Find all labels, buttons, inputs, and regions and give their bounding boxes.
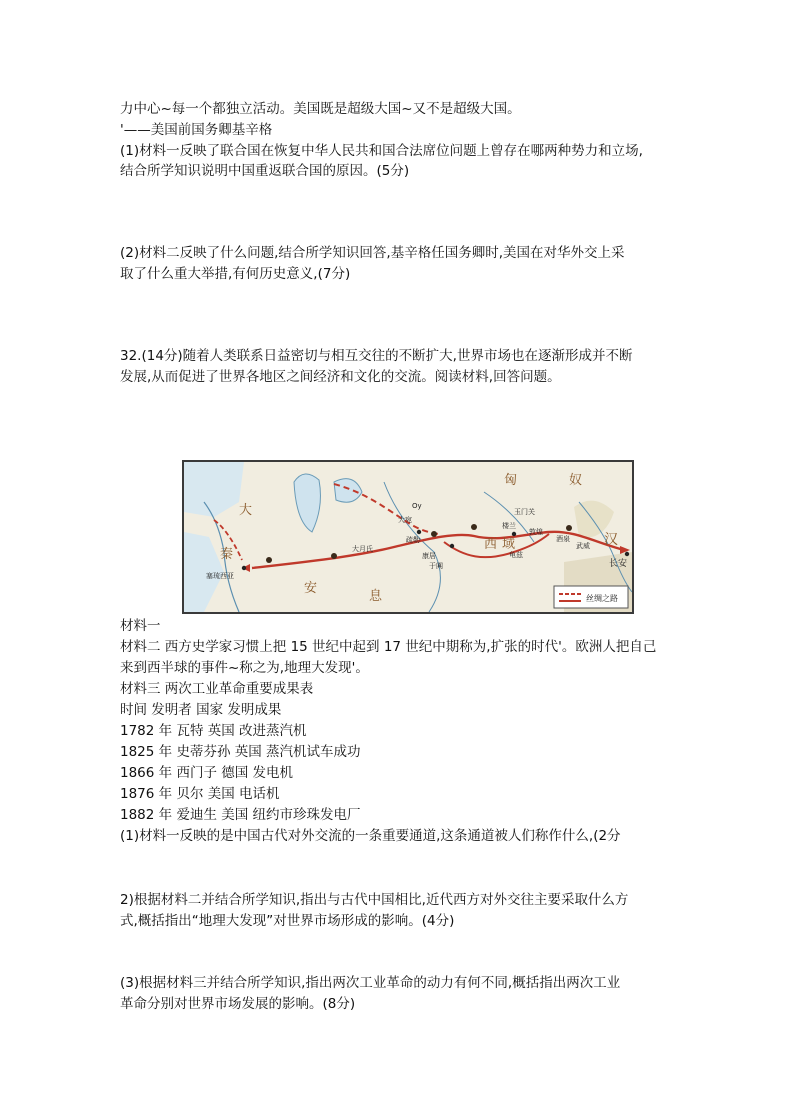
city-dot bbox=[512, 532, 516, 536]
city-dot bbox=[242, 566, 246, 570]
caravan-icon bbox=[431, 531, 437, 537]
caravan-icon bbox=[331, 553, 337, 559]
text-line-1: 力中心~每一个都独立活动。美国既是超级大国~又不是超级大国。 bbox=[120, 101, 521, 117]
table-cell: 改进蒸汽机 bbox=[239, 723, 307, 739]
label-loulan: 楼兰 bbox=[502, 522, 516, 530]
label-xiongnu-2: 奴 bbox=[569, 473, 583, 488]
label-daqin-2: 秦 bbox=[220, 547, 234, 562]
table-cell: 贝尔 bbox=[176, 786, 208, 802]
table-cell: 1825 年 bbox=[120, 744, 177, 760]
city-dot bbox=[625, 552, 629, 556]
table-cell: 纽约市珍珠发电厂 bbox=[252, 807, 361, 823]
label-xiongnu-1: 匈 bbox=[504, 473, 518, 488]
material-2-line-1: 材料二 西方史学家习惯上把 15 世纪中起到 17 世纪中期称为,扩张的时代'。欧洲人把自己 bbox=[120, 639, 657, 655]
label-dunhuang: 敦煌 bbox=[529, 528, 543, 536]
question-32-2-line-1: 2)根据材料二并结合所学知识,指出与古代中国相比,近代西方对外交往主要采取什么方 bbox=[120, 892, 629, 908]
question-2-line-2: 取了什么重大举措,有何历史意义,(7分) bbox=[120, 266, 351, 282]
label-dayuezhi: 大月氏 bbox=[352, 545, 373, 553]
table-cell: 美国 bbox=[221, 807, 253, 823]
text-line-2: '——美国前国务卿基辛格 bbox=[120, 122, 273, 138]
label-han: 汉 bbox=[604, 532, 618, 548]
label-xiyu-1: 西 bbox=[484, 537, 498, 552]
table-row bbox=[120, 805, 361, 825]
table-header-row: 时间 发明者 国家 发明成果 bbox=[120, 702, 282, 718]
question-2-line-1: (2)材料二反映了什么问题,结合所学知识回答,基辛格任国务卿时,美国在对华外交上采 bbox=[120, 245, 625, 261]
question-32-line-1: 32.(14分)随着人类联系日益密切与相互交往的不断扩大,世界市场也在逐渐形成并不断 bbox=[120, 348, 633, 364]
city-dot bbox=[417, 530, 421, 534]
question-32-3-line-1: (3)根据材料三并结合所学知识,指出两次工业革命的动力有何不同,概括指出两次工业 bbox=[120, 975, 621, 991]
label-wuwei: 武威 bbox=[576, 542, 590, 550]
material-2-line-2: 来到西半球的事件~称之为,地理大发现'。 bbox=[120, 660, 369, 676]
label-qiuci: 龟兹 bbox=[509, 551, 523, 559]
question-32-1: (1)材料一反映的是中国古代对外交流的一条重要通道,这条通道被人们称作什么,(2分 bbox=[120, 828, 621, 844]
label-lake: Oy bbox=[412, 502, 422, 510]
label-daqin-1: 大 bbox=[239, 503, 253, 518]
legend-label: 丝绸之路 bbox=[586, 594, 618, 603]
table-row bbox=[120, 763, 293, 783]
caravan-icon bbox=[566, 525, 572, 531]
label-anxi-2: 息 bbox=[369, 589, 383, 604]
label-dayuan: 大宛 bbox=[398, 516, 412, 524]
table-cell: 发电机 bbox=[252, 765, 294, 781]
city-dot bbox=[450, 544, 454, 548]
table-cell: 电话机 bbox=[239, 786, 280, 802]
table-row bbox=[120, 784, 280, 804]
table-cell: 爱迪生 bbox=[176, 807, 222, 823]
silk-road-map bbox=[182, 460, 634, 614]
table-cell: 德国 bbox=[221, 765, 253, 781]
table-cell: 蒸汽机试车成功 bbox=[266, 744, 361, 760]
table-cell: 英国 bbox=[234, 744, 267, 760]
table-cell: 1866 年 bbox=[120, 765, 177, 781]
label-jiuquan: 酒泉 bbox=[556, 535, 570, 543]
label-yutian: 于阗 bbox=[429, 562, 443, 570]
table-cell: 西门子 bbox=[176, 765, 222, 781]
table-cell: 1876 年 bbox=[120, 786, 177, 802]
table-cell: 史蒂芬孙 bbox=[176, 744, 235, 760]
material-1-caption: 材料一 bbox=[120, 618, 161, 634]
material-3-title: 材料三 两次工业革命重要成果表 bbox=[120, 681, 314, 697]
map-svg bbox=[184, 462, 632, 612]
caravan-icon bbox=[266, 557, 272, 563]
question-1-line-2: 结合所学知识说明中国重返联合国的原因。(5分) bbox=[120, 163, 410, 179]
label-city-west: 塞琉西亚 bbox=[206, 572, 234, 580]
table-cell: 美国 bbox=[207, 786, 240, 802]
table-row bbox=[120, 721, 307, 741]
label-shule: 疏勒 bbox=[406, 536, 420, 544]
question-1-line-1: (1)材料一反映了联合国在恢复中华人民共和国合法席位问题上曾存在哪两种势力和立场, bbox=[120, 143, 643, 159]
label-xiyu-2: 域 bbox=[502, 537, 516, 552]
question-32-3-line-2: 革命分别对世界市场发展的影响。(8分) bbox=[120, 996, 356, 1012]
caravan-icon bbox=[471, 524, 477, 530]
question-32-line-2: 发展,从而促进了世界各地区之间经济和文化的交流。阅读材料,回答问题。 bbox=[120, 369, 561, 385]
label-anxi-1: 安 bbox=[304, 581, 318, 596]
label-yumenguan: 玉门关 bbox=[514, 508, 535, 516]
table-cell: 1882 年 bbox=[120, 807, 177, 823]
table-cell: 英国 bbox=[207, 723, 240, 739]
question-32-2-line-2: 式,概括指出“地理大发现”对世界市场形成的影响。(4分) bbox=[120, 913, 455, 929]
table-cell: 1782 年 bbox=[120, 723, 177, 739]
table-cell: 瓦特 bbox=[176, 723, 208, 739]
table-row bbox=[120, 742, 361, 762]
label-changan: 长安 bbox=[609, 559, 628, 569]
label-kangju: 康居 bbox=[422, 552, 436, 560]
